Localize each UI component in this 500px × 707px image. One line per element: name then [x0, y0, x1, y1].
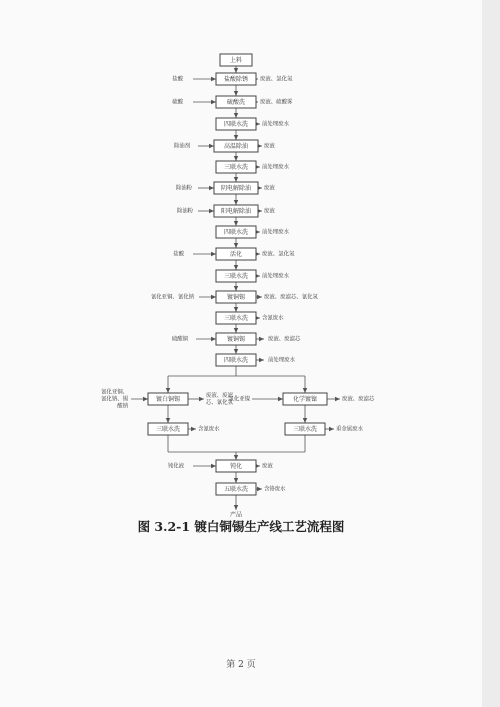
output-label: 废液、废滤芯、氰化氢 [264, 294, 318, 301]
output-label: 废液、废滤芯 [342, 396, 375, 403]
process-label: 阴电解除油 [220, 184, 252, 192]
input-label: 氰化亚铜、 [101, 389, 128, 396]
output-label: 含氰废水 [198, 426, 220, 433]
output-label: 废液、废滤芯 [268, 336, 301, 343]
output-label: 废液、氯化氢 [262, 251, 295, 258]
process-label: 三联水洗 [155, 425, 181, 433]
input-label: 酸钠 [117, 403, 128, 410]
output-label: 废液、废滤 [206, 393, 233, 399]
process-label: 三联水洗 [223, 163, 249, 171]
output-label: 废液、硫酸雾 [260, 99, 293, 106]
scan-edge [482, 0, 500, 707]
output-label: 前处理废水 [262, 164, 289, 171]
output-label: 重金属废水 [336, 426, 363, 433]
process-label: 高温除油 [223, 142, 249, 150]
input-label: 盐酸 [173, 251, 184, 258]
process-label: 五联水洗 [223, 485, 249, 493]
input-label: 氰化钠、锡 [101, 396, 128, 403]
input-label: 除油剂 [173, 143, 190, 150]
process-label: 四联水洗 [223, 120, 249, 128]
process-label: 盐酸除锈 [223, 75, 249, 83]
process-label: 阳电解除油 [220, 207, 252, 215]
product-label: 产品 [229, 511, 243, 519]
process-label: 上料 [229, 56, 243, 64]
figure-caption: 图 3.2-1 镀白铜锡生产线工艺流程图 [137, 519, 345, 534]
process-label: 钝化 [229, 462, 243, 470]
process-label: 四联水洗 [223, 228, 249, 236]
output-label: 废液 [264, 208, 275, 215]
output-label: 废液 [264, 185, 275, 192]
process-label: 活化 [229, 250, 243, 258]
process-label: 镀铜锡 [226, 293, 246, 301]
output-label: 前处理废水 [268, 357, 295, 364]
process-label: 硫酸洗 [226, 98, 246, 106]
process-label: 三联水洗 [223, 272, 249, 280]
output-label: 芯、氰化氢 [206, 400, 233, 406]
input-label: 除油粉 [176, 208, 193, 215]
output-label: 前处理废水 [262, 273, 289, 280]
process-label: 三联水洗 [223, 314, 249, 322]
process-label: 镀铜锡 [226, 335, 246, 343]
input-label: 硫酸 [172, 99, 183, 106]
process-label: 三联水洗 [292, 425, 318, 433]
output-label: 废液、氯化氢 [260, 76, 293, 83]
input-label: 除油粉 [175, 185, 192, 192]
process-label: 镀白铜锡 [155, 395, 181, 403]
page-number: 第 2 页 [226, 660, 256, 670]
output-label: 废液 [262, 463, 273, 470]
input-label: 盐酸 [172, 76, 183, 83]
input-label: 氯化亚镍 [228, 396, 250, 403]
output-label: 含氰废水 [262, 315, 284, 322]
process-label: 化学镀镍 [292, 395, 318, 403]
output-label: 含铬废水 [264, 486, 286, 493]
output-label: 废液 [264, 143, 275, 150]
input-label: 钝化液 [167, 463, 184, 470]
input-label: 硫酸铜 [171, 336, 188, 343]
output-label: 前处理废水 [262, 229, 289, 236]
input-label: 氰化亚铜、氰化钠 [150, 294, 194, 301]
process-label: 四联水洗 [223, 356, 249, 364]
output-label: 前处理废水 [262, 121, 289, 128]
